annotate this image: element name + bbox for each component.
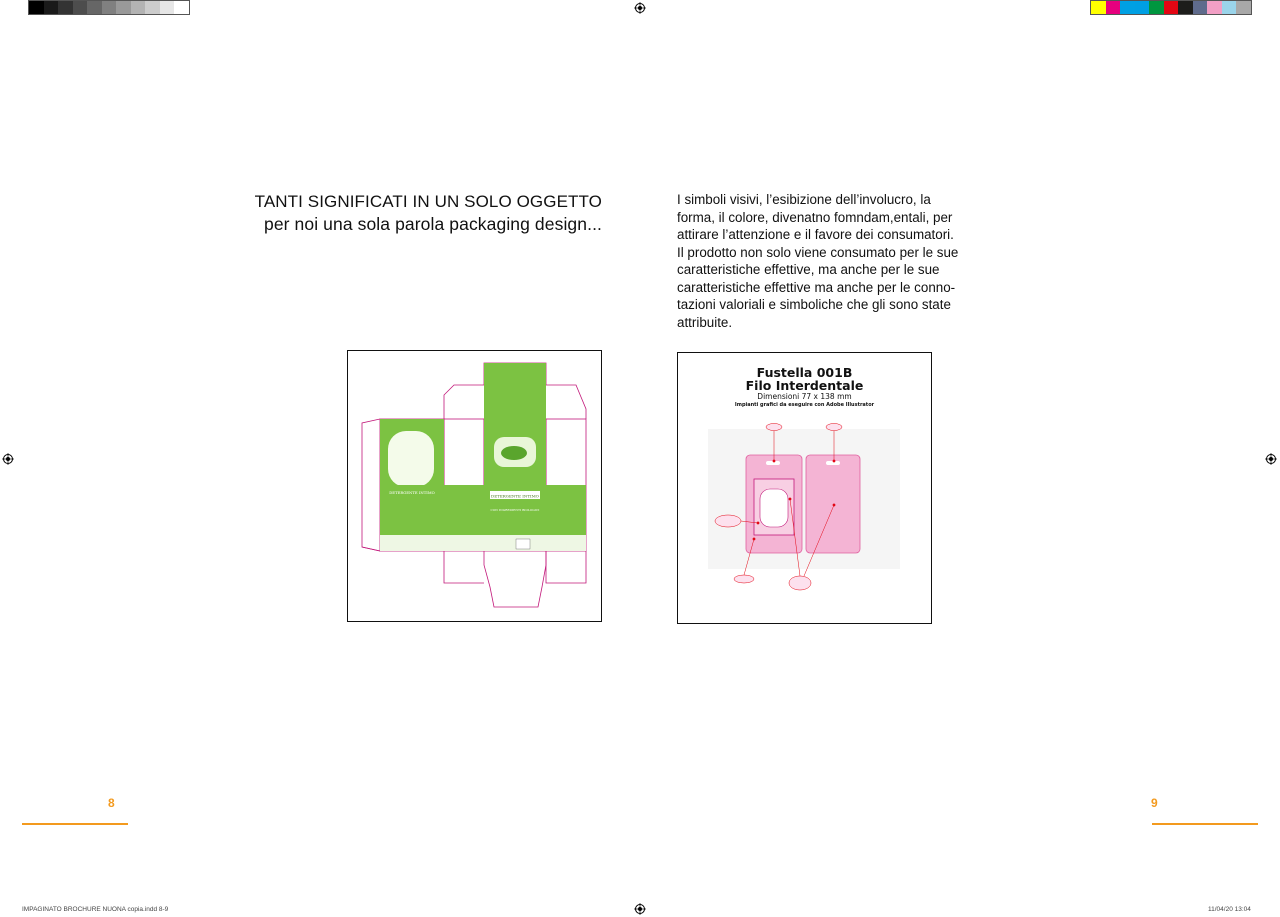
process-color-calibration-bar bbox=[1090, 0, 1252, 15]
color-swatch bbox=[1091, 1, 1106, 14]
color-swatch bbox=[1207, 1, 1222, 14]
paragraph-line: Il prodotto non solo viene consumato per le sue bbox=[677, 244, 959, 260]
color-swatch bbox=[1164, 1, 1179, 14]
gray-swatch bbox=[44, 1, 59, 14]
decorative-frame bbox=[388, 431, 434, 487]
left-page-number: 8 bbox=[108, 796, 115, 810]
gray-swatch bbox=[131, 1, 146, 14]
color-swatch bbox=[1120, 1, 1135, 14]
color-swatch bbox=[1135, 1, 1150, 14]
sub-label: CON INGREDIENTI BIOLOGICI bbox=[490, 508, 540, 512]
registration-mark-right-icon bbox=[1265, 453, 1277, 465]
footer-file-info: IMPAGINATO BROCHURE NUONA copia.indd 8-9 bbox=[22, 906, 169, 913]
heading-line-2: per noi una sola parola packaging design... bbox=[263, 214, 602, 234]
blister-dieline-figure bbox=[677, 352, 932, 624]
blister-title-1: Fustella 001B bbox=[756, 365, 853, 380]
gray-swatch bbox=[174, 1, 189, 14]
front-panel-label: DETERGENTE INTIMO bbox=[491, 493, 539, 499]
grayscale-calibration-bar bbox=[28, 0, 190, 15]
gray-swatch bbox=[29, 1, 44, 14]
color-swatch bbox=[1178, 1, 1193, 14]
right-page-paragraph bbox=[677, 191, 977, 331]
blister-title-2: Filo Interdentale bbox=[745, 378, 864, 393]
paragraph-line: tazioni valoriali e simboliche che gli sono state bbox=[677, 297, 951, 312]
paragraph-line: attribuite. bbox=[677, 314, 733, 330]
gray-swatch bbox=[102, 1, 117, 14]
right-page-rule bbox=[1152, 823, 1258, 825]
color-swatch bbox=[1222, 1, 1237, 14]
box-dieline-figure bbox=[347, 350, 602, 622]
blister-drawing bbox=[678, 419, 930, 599]
box-dieline-drawing bbox=[348, 351, 600, 620]
paragraph-line: caratteristiche effettive ma anche per le conno- bbox=[677, 279, 956, 295]
heading-line-1: TANTI SIGNIFICATI IN UN SOLO OGGETTO bbox=[254, 192, 602, 211]
footer-date-time: 11/04/20 13:04 bbox=[1208, 906, 1251, 913]
registration-mark-bottom-icon bbox=[634, 903, 646, 915]
registration-mark-left-icon bbox=[2, 453, 14, 465]
side-panel-label: DETERGENTE INTIMO bbox=[389, 490, 435, 495]
color-swatch bbox=[1236, 1, 1251, 14]
gray-swatch bbox=[145, 1, 160, 14]
paragraph-line: attirare l’attenzione e il favore dei consumatori. bbox=[677, 227, 954, 242]
gray-swatch bbox=[87, 1, 102, 14]
paragraph-line: I simboli visivi, l’esibizione dell’involucro, la bbox=[677, 192, 931, 207]
color-swatch bbox=[1193, 1, 1208, 14]
right-page-number: 9 bbox=[1151, 796, 1158, 810]
blister-dimensions: Dimensioni 77 x 138 mm bbox=[757, 392, 852, 401]
left-page-heading bbox=[255, 191, 602, 235]
gray-swatch bbox=[160, 1, 175, 14]
gray-swatch bbox=[116, 1, 131, 14]
gray-swatch bbox=[58, 1, 73, 14]
left-page-rule bbox=[22, 823, 128, 825]
color-swatch bbox=[1106, 1, 1121, 14]
paragraph-line: caratteristiche effettive, ma anche per le sue bbox=[677, 262, 940, 277]
gray-swatch bbox=[73, 1, 88, 14]
color-swatch bbox=[1149, 1, 1164, 14]
registration-mark-top-icon bbox=[634, 2, 646, 14]
paragraph-line: forma, il colore, divenatno fomndam,entali, per bbox=[677, 209, 953, 225]
blister-note: Impianti grafici da eseguire con Adobe Illustrator bbox=[734, 402, 875, 408]
